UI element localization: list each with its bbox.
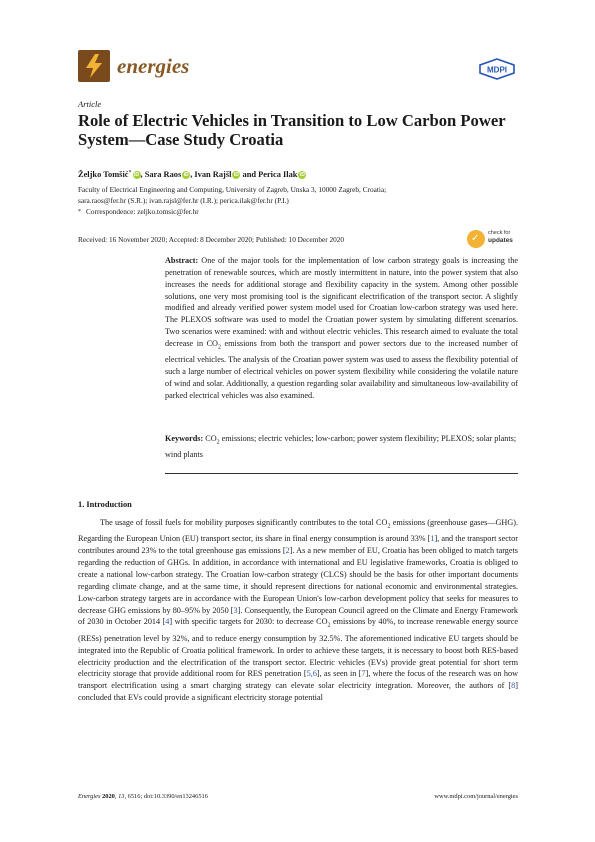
correspondence: * Correspondence: zeljko.tomsic@fer.hr bbox=[78, 207, 199, 217]
citation-link[interactable]: 8 bbox=[511, 681, 516, 691]
citation-link[interactable]: 5,6 bbox=[306, 669, 317, 679]
bolt-icon bbox=[78, 50, 110, 82]
orcid-icon[interactable]: iD bbox=[233, 172, 239, 178]
author-mark: * bbox=[128, 170, 132, 176]
author-name[interactable]: Sara Raos bbox=[144, 170, 182, 179]
citation-link[interactable]: 3 bbox=[233, 605, 238, 615]
journal-logo bbox=[78, 50, 110, 82]
body-paragraph: The usage of fossil fuels for mobility purposes significantly contributes to the total $CO_2$ emissions (greenhouse gases—GHG). Regarding the European Union (EU) transport sector, its share in final energy consumption is around 33% [1], and the transport sector contributes around 23% to the total greenhouse gas emissions [2]. As a new member of EU, Croatia has been obliged to match targets regarding the reduction of GHGs. In addition, in accordance with international and EU legislative frameworks, Croatia is obliged to create a national low-carbon strategy. The Croatian low-carbon strategy (CLCS) should be the basis for other important documents regarding climate change, and at the same time, it should represent directions for national economic and environmental strategies. Low-carbon strategy targets are in accordance with the European Union's low-carbon development policy that seeks for measures to decrease GHG emissions by 80–95% by 2050 [3]. Consequently, the European Council agreed on the Climate and Energy Framework of 2030 in October 2014 [4] with specific targets for 2030: to decrease $CO_2$ emissions by 40%, to increase renewable energy source (RESs) penetration level by 32%, and to reduce energy consumption by 32.5%. The aforementioned indicative EU targets should be integrated into the Republic of Croatia political framework. In order to achieve these targets, it is necessary to boost both RES-based electricity production and the electrification of the transport sector. Electric vehicles (EVs) provide great potential for short term electricity storage that provide additional room for RES penetration [5,6], as seen in [7], where the focus of the research was on how transport electrification using a smart charging strategy can elevate solar electricity integration. Moreover, the authors of [8] concluded that EVs could provide a significant electricity storage potential bbox=[78, 518, 519, 703]
journal-name: energies bbox=[117, 54, 190, 78]
abstract: Abstract: One of the major tools for the implementation of low carbon strategy goals is increasing the penetration of renewable sources, which are mostly intermittent in nature, into the power system that also increases the needs for additional storage and flexibility capacity in the system. Among other possible solutions, one very most promising tool is the significant electrification of the transport sector. A slightly modified and already verified power system model used for Croatian low-carbon strategy was used here. The PLEXOS software was used to model the Croatian power system by simulating different scenarios. Two scenarios were examined: with and without electric vehicles. This research aimed to evaluate the total decrease in $CO_2$ emissions from both the transport and power sectors due to the increased number of electrical vehicles. The analysis of the Croatian power system was used to assess the flexibility potential of such a large number of electrical vehicles on power system flexibility while considering the volatile nature of wind and solar. Additionally, a question regarding solar availability and simultaneous low-availability of parked electrical vehicles was also examined. bbox=[165, 256, 518, 400]
citation-link[interactable]: 4 bbox=[165, 617, 170, 627]
divider bbox=[165, 473, 518, 474]
footer-citation: Energies 2020, 13, 6516; doi:10.3390/en13246516 bbox=[78, 793, 208, 800]
section-heading: 1. Introduction bbox=[78, 500, 132, 509]
keywords-label: Keywords: bbox=[165, 434, 204, 443]
abstract-label: Abstract: bbox=[165, 256, 199, 265]
mdpi-text: MDPI bbox=[487, 65, 507, 75]
article-type: Article bbox=[78, 99, 102, 109]
affiliation-line: Faculty of Electrical Engineering and Computing, University of Zagreb, Unska 3, 10000 Zagreb, Croatia; bbox=[78, 185, 387, 194]
author-name[interactable]: Željko Tomšić bbox=[78, 170, 129, 179]
citation-link[interactable]: 1 bbox=[430, 534, 435, 544]
check-for-updates-button[interactable]: ✓ check for updates bbox=[467, 228, 519, 252]
affiliations bbox=[78, 184, 518, 219]
author-list: Željko Tomšić* iD , Sara Raos iD , Ivan Rajšl iD and Perica Ilak iD bbox=[78, 170, 305, 179]
citation-link[interactable]: 7 bbox=[361, 669, 366, 679]
author-emails: sara.raos@fer.hr (S.R.); ivan.rajsl@fer.hr (I.R.); perica.ilak@fer.hr (P.I.) bbox=[78, 196, 289, 206]
article-title: Role of Electric Vehicles in Transition to Low Carbon Power System—Case Study Croatia bbox=[78, 111, 506, 149]
orcid-icon[interactable]: iD bbox=[183, 172, 189, 178]
journal-url[interactable]: www.mdpi.com/journal/energies bbox=[434, 793, 518, 800]
author-name[interactable]: Perica Ilak bbox=[258, 170, 298, 179]
keywords: Keywords: $CO_2$ emissions; electric vehicles; low-carbon; power system flexibility; PLEXOS; solar plants; wind plants bbox=[165, 434, 517, 460]
orcid-icon[interactable]: iD bbox=[299, 172, 305, 178]
citation-link[interactable]: 2 bbox=[285, 546, 290, 556]
publication-dates: Received: 16 November 2020; Accepted: 8 December 2020; Published: 10 December 2020 bbox=[78, 235, 345, 244]
orcid-icon[interactable]: iD bbox=[134, 172, 139, 178]
check-updates-icon: ✓ bbox=[467, 230, 485, 248]
author-name[interactable]: Ivan Rajšl bbox=[194, 170, 232, 179]
mdpi-logo bbox=[478, 58, 516, 80]
